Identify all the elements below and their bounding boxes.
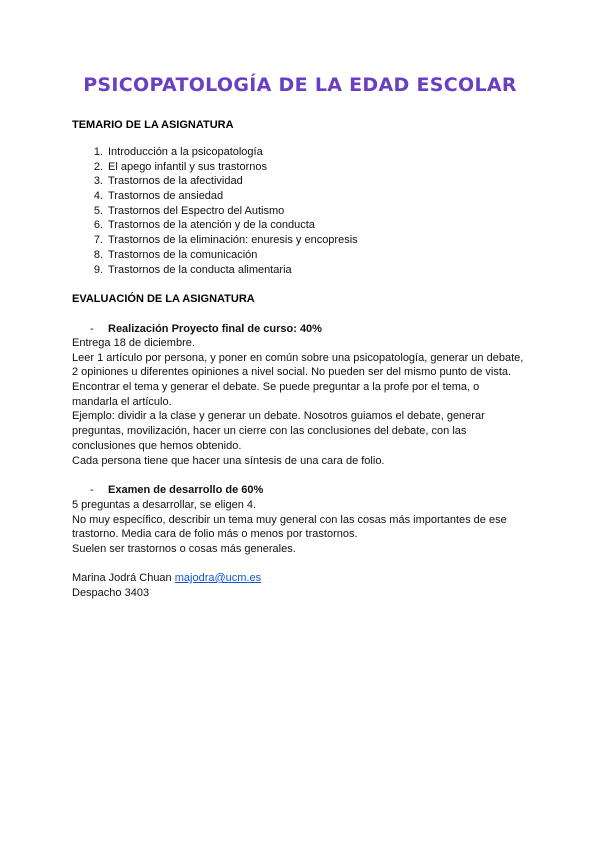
list-item: 1. Introducción a la psicopatología bbox=[93, 146, 263, 158]
temario-heading: TEMARIO DE LA ASIGNATURA bbox=[72, 119, 234, 131]
contact-email-link[interactable]: majodra@ucm.es bbox=[174, 572, 262, 584]
text-line: Cada persona tiene que hacer una síntesis de una cara de folio. bbox=[72, 454, 385, 467]
temario-list bbox=[72, 145, 358, 277]
text-line: mandarla el artículo. bbox=[72, 395, 172, 408]
list-item: 2. El apego infantil y sus trastornos bbox=[93, 160, 267, 173]
text-line: preguntas, movilización, hacer un cierre con las conclusiones del debate, con las bbox=[72, 425, 467, 438]
list-item: 5. Trastornos del Espectro del Autismo bbox=[93, 204, 285, 217]
list-item: 3. Trastornos de la afectividad bbox=[93, 175, 243, 188]
list-item: 8. Trastornos de la comunicación bbox=[93, 248, 258, 261]
list-item: 7. Trastornos de la eliminación: enuresis y encopresis bbox=[93, 234, 358, 247]
text-line: Leer 1 artículo por persona, y poner en común sobre una psicopatología, generar un debate, bbox=[72, 351, 524, 364]
text-line: Entrega 18 de diciembre. bbox=[72, 337, 195, 349]
proyecto-description bbox=[72, 336, 542, 468]
text-line: No muy específico, describir un tema muy general con las cosas más importantes de ese bbox=[72, 513, 507, 526]
bullet-dash: - bbox=[90, 484, 94, 496]
text-line: Ejemplo: dividir a la clase y generar un debate. Nosotros guiamos el debate, generar bbox=[72, 410, 485, 423]
list-item: 9. Trastornos de la conducta alimentaria bbox=[93, 263, 292, 276]
proyecto-label: Realización Proyecto final de curso: 40% bbox=[108, 323, 322, 335]
examen-label: Examen de desarrollo de 60% bbox=[108, 484, 264, 496]
list-item: 4. Trastornos de ansiedad bbox=[93, 190, 224, 203]
contact-block bbox=[72, 571, 542, 600]
examen-description bbox=[72, 498, 542, 557]
text-line: Suelen ser trastornos o cosas más generales. bbox=[72, 543, 296, 556]
list-item: 6. Trastornos de la atención y de la conducta bbox=[93, 219, 315, 232]
text-line: 5 preguntas a desarrollar, se eligen 4. bbox=[72, 499, 257, 511]
contact-line bbox=[72, 571, 542, 586]
text-line: trastorno. Media cara de folio más o menos por trastornos. bbox=[72, 528, 358, 541]
text-line: Encontrar el tema y generar el debate. Se puede preguntar a la profe por el tema, o bbox=[72, 381, 480, 394]
bullet-dash: - bbox=[90, 323, 94, 335]
contact-name: Marina Jodrá Chuan bbox=[72, 572, 172, 584]
text-line: 2 opiniones u diferentes opiniones a nivel social. No pueden ser del mismo punto de vista. bbox=[72, 366, 512, 379]
contact-office: Despacho 3403 bbox=[72, 586, 150, 599]
text-line: conclusiones que hemos obtenido. bbox=[72, 439, 242, 452]
evaluacion-heading: EVALUACIÓN DE LA ASIGNATURA bbox=[72, 293, 255, 305]
document-title: PSICOPATOLOGÍA DE LA EDAD ESCOLAR bbox=[83, 74, 517, 96]
